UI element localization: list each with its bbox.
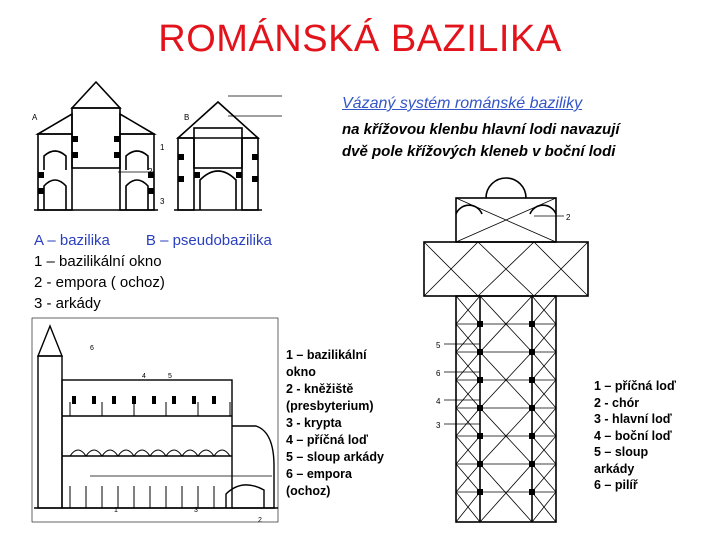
legend-item: 5 – sloup — [594, 445, 649, 459]
profile-mark-3: 3 — [194, 507, 198, 514]
legend-item: 3 - arkády — [34, 295, 101, 312]
slide-title: ROMÁNSKÁ BAZILIKA — [158, 18, 562, 60]
legend-item: (presbyterium) — [286, 399, 374, 413]
legend-item: 3 - krypta — [286, 416, 342, 430]
legend-item: 1 – bazilikální okno — [34, 253, 162, 270]
profile-legend — [286, 347, 406, 500]
section-mark-3: 3 — [160, 197, 165, 206]
plan-mark-6: 6 — [436, 369, 441, 378]
section-mark-2: 2 — [148, 167, 153, 176]
legend-item: 6 – pilíř — [594, 478, 638, 492]
legend-item: 2 - kněžiště — [286, 382, 354, 396]
legend-item: (ochoz) — [286, 484, 331, 498]
legend-item: 4 – příčná loď — [286, 433, 368, 447]
cross-section-legend — [34, 230, 272, 314]
longitudinal-section-drawing — [30, 316, 280, 524]
profile-mark-4: 4 — [142, 373, 146, 380]
plan-mark-4: 4 — [436, 397, 441, 406]
subtitle-line-2: dvě pole křížových kleneb v boční lodi — [342, 143, 616, 160]
profile-mark-5: 5 — [168, 373, 172, 380]
section-b-mark: B — [184, 113, 190, 122]
profile-mark-2: 2 — [258, 517, 262, 524]
subtitle-heading[interactable]: Vázaný systém románské baziliky — [342, 95, 583, 112]
legend-a-label: A – bazilika — [34, 232, 110, 249]
legend-item: 3 - hlavní loď — [594, 412, 672, 426]
plan-mark-2: 2 — [566, 213, 571, 222]
legend-item: 2 - chór — [594, 395, 640, 410]
legend-item: 6 – empora — [286, 467, 353, 481]
legend-item: arkády — [594, 461, 635, 476]
profile-mark-6: 6 — [90, 345, 94, 352]
cross-section-drawing — [28, 76, 290, 220]
subtitle-line-1: na křížovou klenbu hlavní lodi navazují — [342, 121, 620, 138]
legend-b-label: B – pseudobazilika — [145, 232, 272, 249]
legend-item: 1 – bazilikální — [286, 348, 367, 362]
plan-mark-3: 3 — [436, 421, 441, 430]
legend-item: 1 – příčná loď — [594, 379, 676, 393]
section-mark-1: 1 — [160, 143, 165, 152]
plan-mark-5: 5 — [436, 341, 441, 350]
legend-item: 2 - empora ( ochoz) — [34, 274, 165, 291]
legend-item: 5 – sloup arkády — [286, 450, 384, 464]
profile-mark-1: 1 — [114, 507, 118, 514]
plan-legend — [594, 378, 704, 494]
section-a-mark: A — [32, 113, 38, 122]
ground-plan-drawing — [416, 166, 594, 530]
legend-item: 4 – boční loď — [594, 428, 672, 443]
legend-item: okno — [286, 365, 316, 379]
